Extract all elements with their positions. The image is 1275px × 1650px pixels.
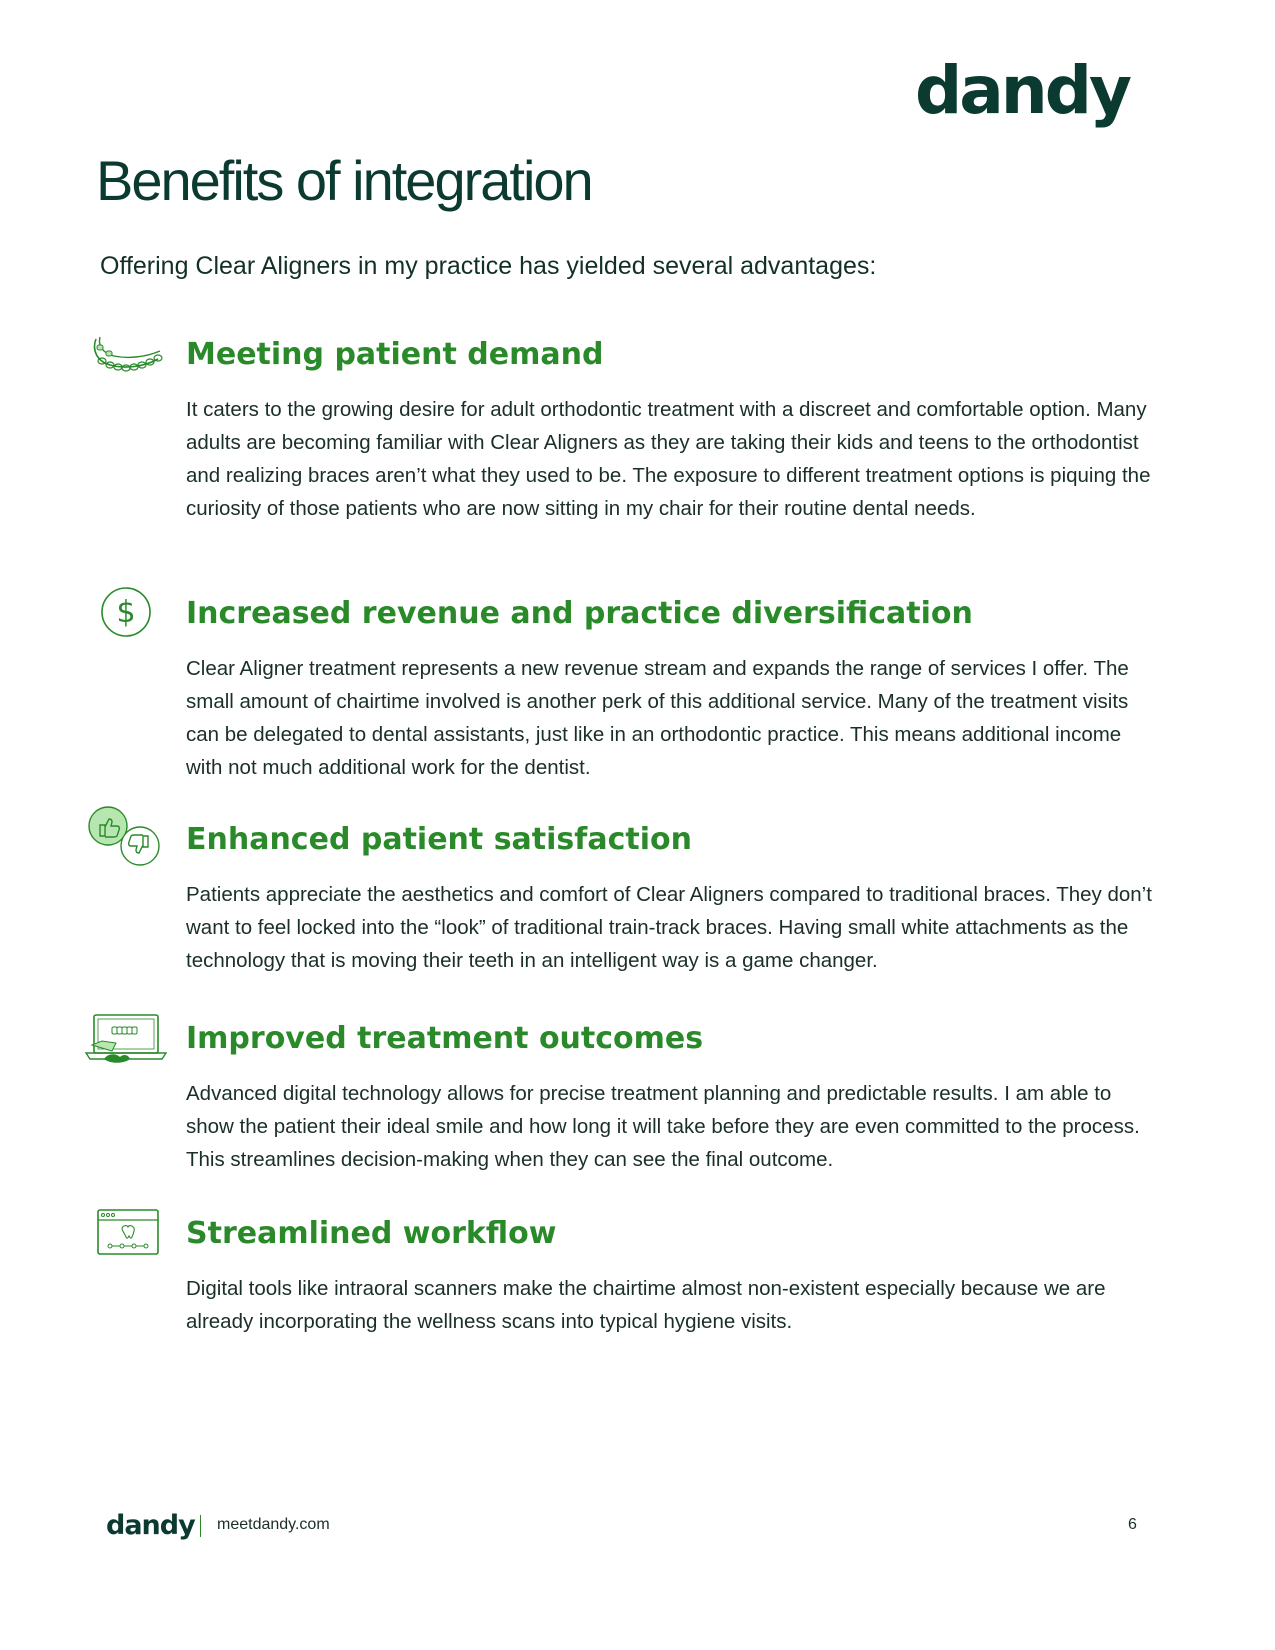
page-title: Benefits of integration [96, 149, 592, 212]
section-title: Meeting patient demand [186, 337, 604, 372]
footer-url-link[interactable]: meetdandy.com [217, 1516, 330, 1533]
thumbs-up-down-icon [88, 806, 168, 886]
section-body: Advanced digital technology allows for precise treatment planning and predictable results. I am able to show the patient their ideal smile and how long it will take before they are even committed to the process. This streamlines decision-making when they can see the final outcome. [186, 1082, 1140, 1171]
aligner-tray-icon [88, 331, 168, 411]
section-title: Improved treatment outcomes [186, 1021, 704, 1056]
footer-logo: dandy [106, 1510, 195, 1541]
section-body: It caters to the growing desire for adult orthodontic treatment with a discreet and comfortable option. Many adults are becoming familiar with Clear Aligners as they are taking their kids and teens to the orthodontist and realizing braces aren’t what they used to be. The exposure to different treatment options is piquing the curiosity of those patients who are now sitting in my chair for their routine dental needs. [186, 398, 1151, 520]
intro-text: Offering Clear Aligners in my practice has yielded several advantages: [100, 252, 877, 280]
browser-tooth-workflow-icon [96, 1208, 176, 1288]
page-number: 6 [1128, 1516, 1137, 1533]
section-title: Streamlined workflow [186, 1216, 557, 1251]
section-body: Clear Aligner treatment represents a new revenue stream and expands the range of services I offer. The small amount of chairtime involved is another perk of this additional service. Many of the treatment visits can be delegated to dental assistants, just like in an orthodontic practice. This means additional income with not much additional work for the dentist. [186, 657, 1129, 779]
section-body: Patients appreciate the aesthetics and comfort of Clear Aligners compared to traditional braces. They don’t want to feel locked into the “look” of traditional train-track braces. Having small white attachments as the technology that is moving their teeth in an intelligent way is a game changer. [186, 883, 1152, 972]
svg-text:$: $ [116, 595, 136, 630]
section-body: Digital tools like intraoral scanners make the chairtime almost non-existent especially because we are already incorporating the wellness scans into typical hygiene visits. [186, 1277, 1106, 1333]
section-title: Enhanced patient satisfaction [186, 822, 692, 857]
laptop-teeth-icon [84, 1013, 164, 1093]
brand-logo: dandy [914, 52, 1129, 129]
footer-divider [200, 1515, 201, 1537]
dollar-circle-icon [100, 586, 180, 666]
section-title: Increased revenue and practice diversification [186, 596, 973, 631]
